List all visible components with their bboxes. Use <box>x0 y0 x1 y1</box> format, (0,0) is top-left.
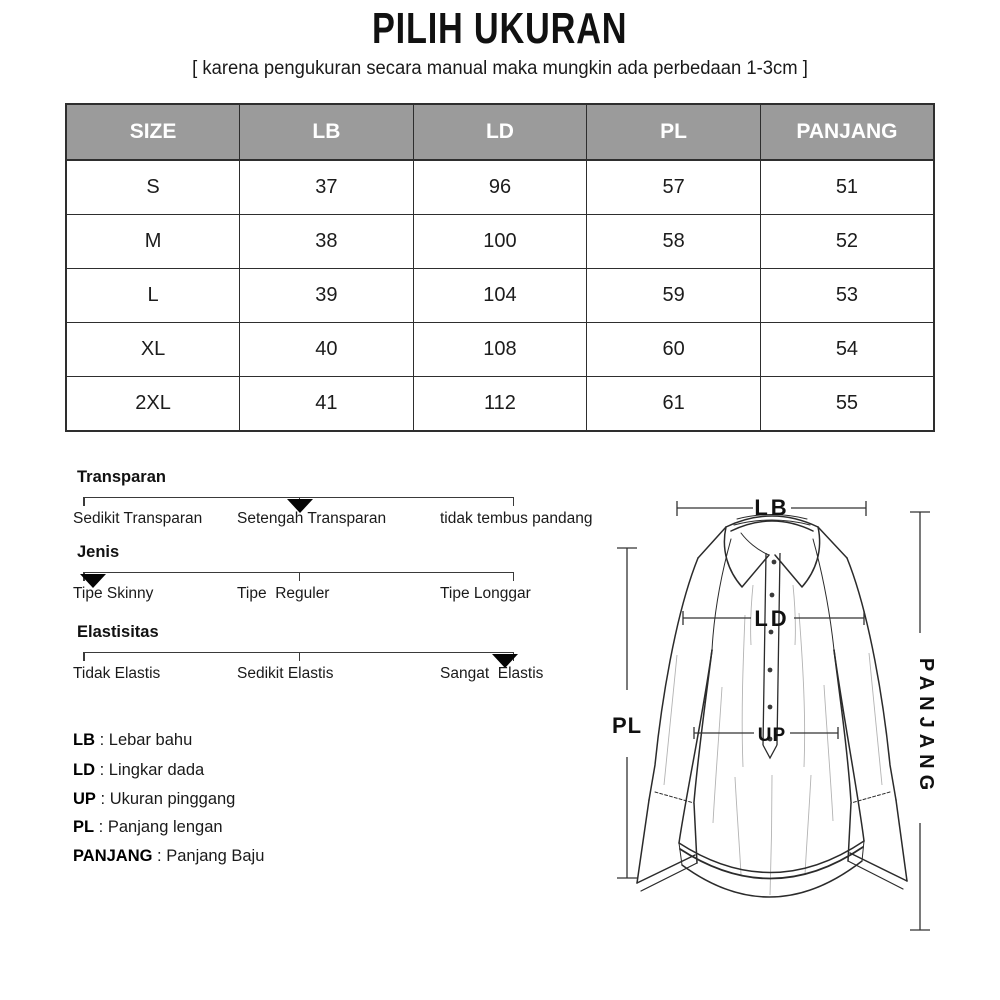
legend-desc: Panjang lengan <box>107 818 223 836</box>
scale-jenis-line <box>83 572 514 573</box>
cell-pl: 61 <box>587 377 761 432</box>
legend-abbr: UP <box>73 790 96 808</box>
table-row-2xl <box>66 377 934 432</box>
tick-end-icon <box>513 498 515 506</box>
legend-abbr: PANJANG <box>73 847 153 865</box>
legend-desc: Panjang Baju <box>166 847 265 865</box>
table-row-s <box>66 160 934 215</box>
tick-end-icon <box>513 573 515 581</box>
scale-jenis-title: Jenis <box>77 543 120 561</box>
legend-separator: : <box>95 731 109 749</box>
cell-panjang: 54 <box>760 323 934 377</box>
cell-pl: 60 <box>587 323 761 377</box>
table-row-m <box>66 215 934 269</box>
scale-label: Tipe Reguler <box>237 585 330 602</box>
cell-ld: 96 <box>413 160 587 215</box>
scale-label: Sedikit Elastis <box>237 665 334 682</box>
cell-size: XL <box>66 323 240 377</box>
cell-lb: 40 <box>240 323 414 377</box>
tick-start-icon <box>83 498 85 506</box>
header-cell-panjang: PANJANG <box>760 104 934 160</box>
legend-abbr: LD <box>73 761 95 779</box>
legend-item-lb <box>73 731 192 750</box>
tick-middle-icon <box>299 653 301 661</box>
cell-ld: 104 <box>413 269 587 323</box>
cell-lb: 39 <box>240 269 414 323</box>
buttons <box>768 560 777 742</box>
tick-middle-icon <box>299 573 301 581</box>
scale-elastisitas-line <box>83 652 514 653</box>
scale-transparan-line <box>83 497 514 498</box>
cell-size: 2XL <box>66 377 240 432</box>
shirt-diagram <box>585 455 985 960</box>
scale-label: Tipe Skinny <box>73 585 154 602</box>
cell-pl: 59 <box>587 269 761 323</box>
cell-pl: 58 <box>587 215 761 269</box>
cell-size: M <box>66 215 240 269</box>
cell-panjang: 55 <box>760 377 934 432</box>
legend-separator: : <box>152 847 167 865</box>
cell-panjang: 52 <box>760 215 934 269</box>
header-row <box>66 104 934 160</box>
page-subtitle: [ karena pengukuran secara manual maka mungkin ada perbedaan 1-3cm ] <box>192 58 808 79</box>
size-table <box>65 103 935 432</box>
cell-lb: 38 <box>240 215 414 269</box>
header-cell-size: SIZE <box>66 104 240 160</box>
scale-label: Tidak Elastis <box>73 665 161 682</box>
scale-label: Sedikit Transparan <box>73 510 203 527</box>
legend-desc: Ukuran pinggang <box>109 790 236 808</box>
scale-elastisitas-title: Elastisitas <box>77 623 159 641</box>
scale-label: Setengah Transparan <box>237 510 387 527</box>
header-cell-pl: PL <box>587 104 761 160</box>
header-cell-lb: LB <box>240 104 414 160</box>
size-table-body <box>66 160 934 431</box>
legend-desc: Lebar bahu <box>108 731 193 749</box>
cell-size: L <box>66 269 240 323</box>
scale-label: Tipe Longgar <box>440 585 531 602</box>
cell-lb: 41 <box>240 377 414 432</box>
legend-item-up <box>73 790 235 809</box>
measurement-legend <box>73 722 403 882</box>
legend-separator: : <box>95 790 110 808</box>
scale-label: Sangat Elastis <box>440 665 544 682</box>
scale-label: tidak tembus pandang <box>440 510 593 527</box>
label-ld: LD <box>754 606 790 631</box>
tick-start-icon <box>83 653 85 661</box>
legend-item-ld <box>73 761 204 780</box>
table-row-l <box>66 269 934 323</box>
table-row-xl <box>66 323 934 377</box>
cell-lb: 37 <box>240 160 414 215</box>
label-lb: LB <box>754 495 790 520</box>
legend-item-pl <box>73 818 223 837</box>
header-cell-ld: LD <box>413 104 587 160</box>
legend-separator: : <box>95 761 109 779</box>
scale-transparan-title: Transparan <box>77 468 166 486</box>
label-panjang: PANJANG <box>915 657 937 797</box>
scale-jenis <box>73 543 531 613</box>
cell-size: S <box>66 160 240 215</box>
cell-ld: 100 <box>413 215 587 269</box>
measurement-lines <box>617 501 930 930</box>
page-title-text: PILIH UKURAN <box>372 4 628 53</box>
legend-abbr: PL <box>73 818 95 836</box>
size-table-header <box>66 104 934 160</box>
legend-item-panjang <box>73 847 264 866</box>
scale-transparan <box>73 468 593 538</box>
legend-desc: Lingkar dada <box>108 761 205 779</box>
cell-ld: 108 <box>413 323 587 377</box>
cell-panjang: 51 <box>760 160 934 215</box>
cell-panjang: 53 <box>760 269 934 323</box>
label-up: UP <box>757 725 787 746</box>
label-pl: PL <box>611 713 643 738</box>
scale-elastisitas <box>73 623 544 693</box>
legend-separator: : <box>94 818 108 836</box>
legend-abbr: LB <box>73 731 95 749</box>
page-title <box>0 4 1000 54</box>
cell-pl: 57 <box>587 160 761 215</box>
cell-ld: 112 <box>413 377 587 432</box>
